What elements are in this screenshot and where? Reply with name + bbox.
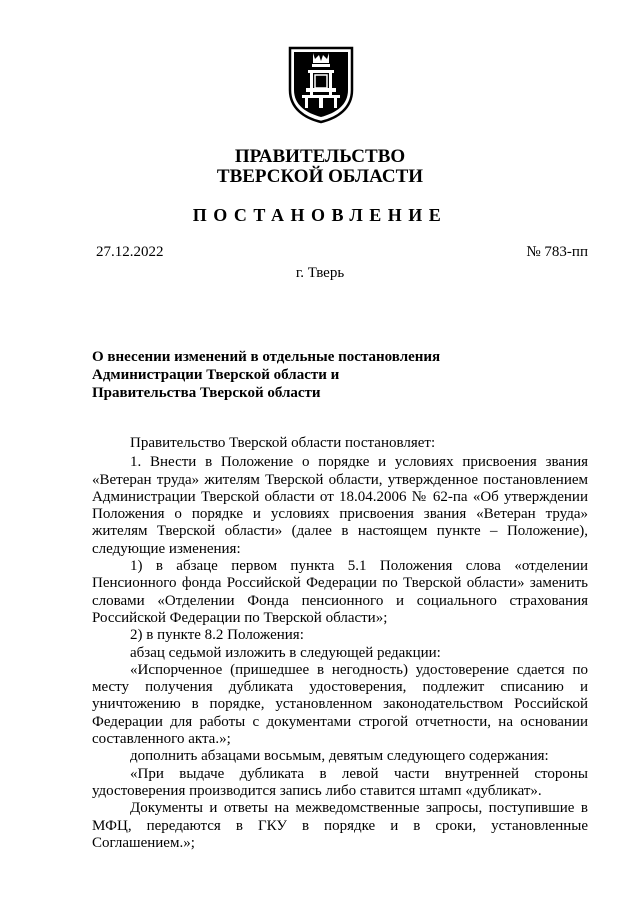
body-paragraph: 1. Внести в Положение о порядке и условиях присвоения звания «Ветеран труда» жителям Тверской области, утвержденное постановлением Администрации Тверской области от 18.04.2006 № 62-па «Об утверждении Положения о порядке и условиях присвоения звания «Ветеран труда» жителям Тверской области» (далее в настоящем пункте – Положение), следующие изменения: xyxy=(92,454,588,557)
body-paragraph: «При выдаче дубликата в левой части внутренней стороны удостоверения производится запись либо ставится штамп «дубликат». xyxy=(92,765,588,799)
body-paragraph: дополнить абзацами восьмым, девятым следующего содержания: xyxy=(130,748,549,765)
body-paragraph: абзац седьмой изложить в следующей редакции: xyxy=(130,644,441,661)
document-subject xyxy=(92,348,440,402)
document-number: № 783-пп xyxy=(526,244,588,260)
document-type-title: ПОСТАНОВЛЕНИЕ xyxy=(192,205,448,225)
document-city: г. Тверь xyxy=(295,265,345,281)
body-paragraph: 2) в пункте 8.2 Положения: xyxy=(130,627,304,644)
government-name-line1: ПРАВИТЕЛЬСТВО xyxy=(234,146,406,167)
body-paragraph: Правительство Тверской области постановляет: xyxy=(130,435,436,451)
coat-of-arms-emblem xyxy=(286,44,356,124)
document-date: 27.12.2022 xyxy=(96,244,164,260)
body-paragraph: Документы и ответы на межведомственные запросы, поступившие в МФЦ, передаются в ГКУ в порядке и в сроки, установленные Соглашением.»; xyxy=(92,800,588,851)
body-paragraph: 1) в абзаце первом пункта 5.1 Положения слова «отделении Пенсионного фонда Российской Федерации по Тверской области» заменить словами «Отделении Фонда пенсионного и социального страхования Российской Федерации по Тверской области»; xyxy=(92,558,588,626)
subject-line: Администрации Тверской области и xyxy=(92,367,340,383)
subject-line: О внесении изменений в отдельные постановления xyxy=(92,349,441,365)
document-body xyxy=(92,435,588,852)
government-name-line2: ТВЕРСКОЙ ОБЛАСТИ xyxy=(216,166,424,187)
subject-line: Правительства Тверской области xyxy=(92,385,321,401)
body-paragraph: «Испорченное (пришедшее в негодность) удостоверение сдается по месту получения дубликата удостоверения, подлежит списанию и уничтожению в порядке, установленном законодательством Российской Федерации для работы с документами строгой отчетности, на основании составленного акта.»; xyxy=(92,661,588,748)
